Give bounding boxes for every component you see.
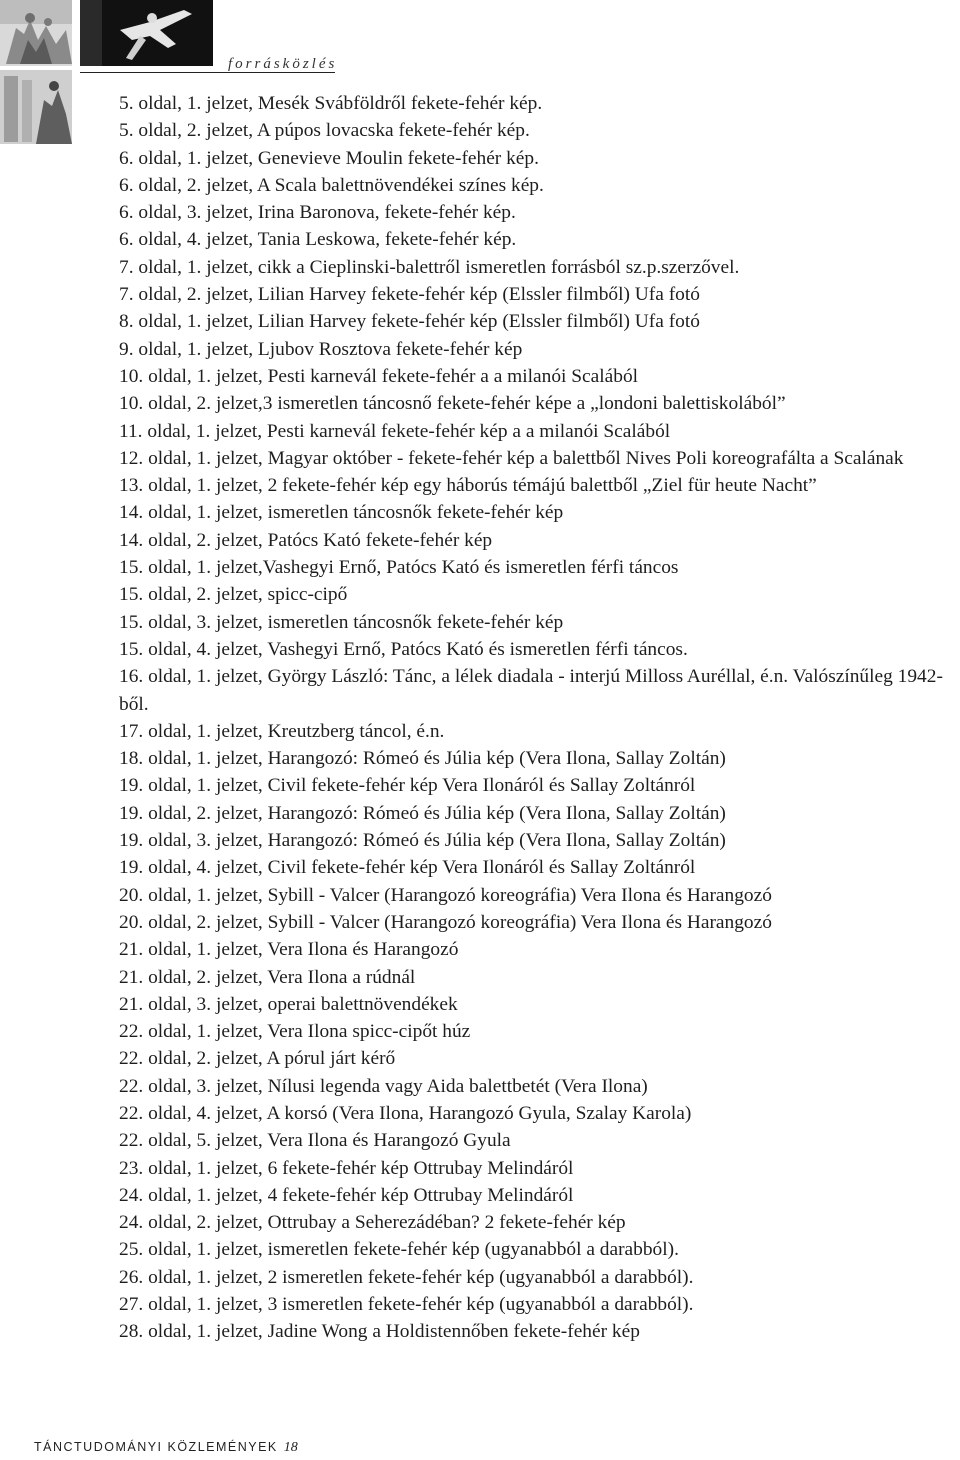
list-item: 15. oldal, 4. jelzet, Vashegyi Ernő, Patócs Kató és ismeretlen férfi táncos. [119, 638, 688, 660]
list-item: 25. oldal, 1. jelzet, ismeretlen fekete-fehér kép (ugyanabból a darabból). [119, 1239, 679, 1261]
list-item: 24. oldal, 1. jelzet, 4 fekete-fehér kép Ottrubay Melindáról [119, 1184, 574, 1206]
header-photo-dancers [0, 0, 72, 66]
list-item: 6. oldal, 3. jelzet, Irina Baronova, fekete-fehér kép. [119, 202, 516, 224]
list-item: 23. oldal, 1. jelzet, 6 fekete-fehér kép Ottrubay Melindáról [119, 1157, 574, 1179]
list-item: 12. oldal, 1. jelzet, Magyar október - fekete-fehér kép a balettből Nives Poli koreografálta a Scalának [119, 447, 904, 469]
list-item: 17. oldal, 1. jelzet, Kreutzberg táncol, é.n. [119, 720, 445, 742]
list-item: 19. oldal, 1. jelzet, Civil fekete-fehér kép Vera Ilonáról és Sallay Zoltánról [119, 775, 696, 797]
list-item: 13. oldal, 1. jelzet, 2 fekete-fehér kép egy háborús témájú balettből „Ziel für heute Nacht” [119, 475, 817, 497]
list-item: 19. oldal, 3. jelzet, Harangozó: Rómeó és Júlia kép (Vera Ilona, Sallay Zoltán) [119, 830, 726, 852]
list-item: 19. oldal, 4. jelzet, Civil fekete-fehér kép Vera Ilonáról és Sallay Zoltánról [119, 857, 696, 879]
list-item: 5. oldal, 1. jelzet, Mesék Svábföldről fekete-fehér kép. [119, 93, 543, 114]
list-item: 7. oldal, 2. jelzet, Lilian Harvey fekete-fehér kép (Elssler filmből) Ufa fotó [119, 284, 700, 306]
list-item: 19. oldal, 2. jelzet, Harangozó: Rómeó és Júlia kép (Vera Ilona, Sallay Zoltán) [119, 802, 726, 824]
section-label: forrásközlés [228, 56, 338, 72]
archive-item-list [119, 90, 960, 1346]
list-item: 14. oldal, 2. jelzet, Patócs Kató fekete-fehér kép [119, 529, 493, 551]
list-item: 27. oldal, 1. jelzet, 3 ismeretlen fekete-fehér kép (ugyanabból a darabból). [119, 1294, 694, 1316]
list-item: 15. oldal, 2. jelzet, spicc-cipő [119, 584, 348, 606]
list-item: 28. oldal, 1. jelzet, Jadine Wong a Holdistennőben fekete-fehér kép [119, 1321, 640, 1343]
list-item: 15. oldal, 1. jelzet,Vashegyi Ernő, Patócs Kató és ismeretlen férfi táncos [119, 557, 679, 579]
list-item: 6. oldal, 2. jelzet, A Scala balettnövendékei színes kép. [119, 174, 544, 196]
list-item: 7. oldal, 1. jelzet, cikk a Cieplinski-balettről ismeretlen forrásból sz.p.szerzővel. [119, 256, 740, 278]
list-item: 26. oldal, 1. jelzet, 2 ismeretlen fekete-fehér kép (ugyanabból a darabból). [119, 1266, 694, 1288]
list-item: 18. oldal, 1. jelzet, Harangozó: Rómeó és Júlia kép (Vera Ilona, Sallay Zoltán) [119, 748, 726, 770]
header-photo-stage [0, 70, 72, 144]
list-item: 10. oldal, 2. jelzet,3 ismeretlen táncosnő fekete-fehér képe a „londoni balettiskolából” [119, 393, 786, 415]
list-item: 22. oldal, 1. jelzet, Vera Ilona spicc-cipőt húz [119, 1021, 471, 1043]
header-photo-leaping-dancer [80, 0, 213, 66]
list-item: 21. oldal, 2. jelzet, Vera Ilona a rúdnál [119, 966, 416, 988]
list-item: 22. oldal, 2. jelzet, A pórul járt kérő [119, 1048, 396, 1070]
list-item: 21. oldal, 1. jelzet, Vera Ilona és Harangozó [119, 939, 459, 961]
list-item: 22. oldal, 3. jelzet, Nílusi legenda vagy Aida balettbetét (Vera Ilona) [119, 1075, 648, 1097]
page-footer [34, 1440, 298, 1456]
list-item: 8. oldal, 1. jelzet, Lilian Harvey fekete-fehér kép (Elssler filmből) Ufa fotó [119, 311, 700, 333]
list-item: 16. oldal, 1. jelzet, György László: Tánc, a lélek diadala - interjú Milloss Auréllal, é.n. Valószínűleg 1942-ből. [119, 666, 943, 715]
list-item: 22. oldal, 5. jelzet, Vera Ilona és Harangozó Gyula [119, 1130, 511, 1152]
list-item: 11. oldal, 1. jelzet, Pesti karnevál fekete-fehér kép a a milanói Scalából [119, 420, 671, 442]
list-item: 22. oldal, 4. jelzet, A korsó (Vera Ilona, Harangozó Gyula, Szalay Karola) [119, 1102, 692, 1124]
list-item: 6. oldal, 1. jelzet, Genevieve Moulin fekete-fehér kép. [119, 147, 539, 169]
list-item: 5. oldal, 2. jelzet, A púpos lovacska fekete-fehér kép. [119, 120, 530, 142]
list-item: 10. oldal, 1. jelzet, Pesti karnevál fekete-fehér a a milanói Scalából [119, 365, 639, 387]
header-divider [80, 72, 335, 73]
list-item: 9. oldal, 1. jelzet, Ljubov Rosztova fekete-fehér kép [119, 338, 523, 360]
list-item: 6. oldal, 4. jelzet, Tania Leskowa, fekete-fehér kép. [119, 229, 517, 251]
page-number: 18 [283, 1440, 298, 1455]
list-item: 21. oldal, 3. jelzet, operai balettnövendékek [119, 993, 458, 1015]
list-item: 20. oldal, 1. jelzet, Sybill - Valcer (Harangozó koreográfia) Vera Ilona és Harangozó [119, 884, 772, 906]
list-item: 24. oldal, 2. jelzet, Ottrubay a Seherezádéban? 2 fekete-fehér kép [119, 1212, 626, 1234]
journal-title: TÁNCTUDOMÁNYI KÖZLEMÉNYEK [34, 1440, 278, 1454]
list-item: 15. oldal, 3. jelzet, ismeretlen táncosnők fekete-fehér kép [119, 611, 564, 633]
list-item: 20. oldal, 2. jelzet, Sybill - Valcer (Harangozó koreográfia) Vera Ilona és Harangozó [119, 911, 772, 933]
list-item: 14. oldal, 1. jelzet, ismeretlen táncosnők fekete-fehér kép [119, 502, 564, 524]
